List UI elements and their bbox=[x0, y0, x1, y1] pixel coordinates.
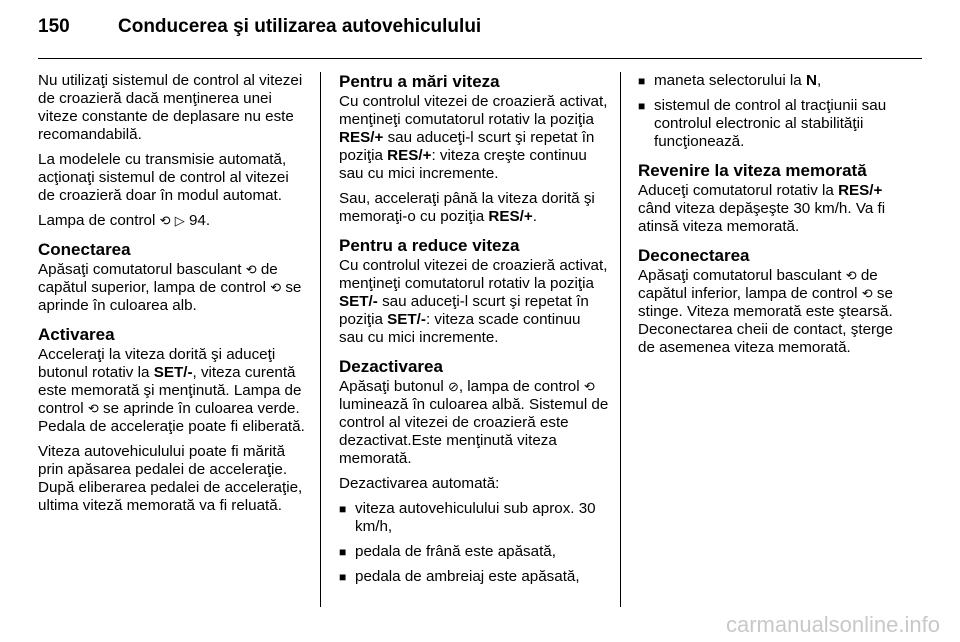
column-1 bbox=[38, 72, 308, 522]
cruise-control-icon: ⟲ bbox=[159, 213, 171, 228]
paragraph: Cu controlul vitezei de croazieră activat, menţineţi comutatorul rotativ la poziţia RES/+ sau aduceţi-l scurt şi repetat în poziţia RES/+: viteza creşte continuu sau cu mici incremente. bbox=[339, 93, 608, 182]
cruise-control-icon: ⟲ bbox=[245, 262, 257, 277]
paragraph: Viteza autovehiculului poate fi mărită prin apăsarea pedalei de acceleraţie. După eliberarea pedalei de acceleraţie, ultima viteză memorată va fi reluată. bbox=[38, 443, 303, 514]
header-rule bbox=[38, 58, 922, 59]
heading-activarea: Activarea bbox=[38, 325, 115, 344]
heading-mari-viteza: Pentru a mări viteza bbox=[339, 72, 500, 91]
heading-reduce-viteza: Pentru a reduce viteza bbox=[339, 236, 520, 255]
paragraph: Acceleraţi la viteza dorită şi aduceţi butonul rotativ la SET/-, viteza curentă este memorată şi menţinută. Lampa de control ⟲ se aprinde în culoarea verde. Pedala de acceleraţie poate fi eliberată. bbox=[38, 346, 305, 435]
column-divider bbox=[320, 72, 321, 607]
cruise-control-icon: ⟲ bbox=[270, 280, 282, 295]
list-item: ■ maneta selectorului la N, bbox=[638, 72, 908, 90]
paragraph: Nu utilizaţi sistemul de control al vitezei de croazieră dacă menţinerea unei viteze constante de deplasare nu este recomandabilă. bbox=[38, 72, 303, 143]
paragraph: Sau, acceleraţi până la viteza dorită şi memoraţi-o cu poziţia RES/+. bbox=[339, 190, 595, 225]
page-reference-icon: ▷ bbox=[174, 213, 185, 228]
paragraph: La modelele cu transmisie automată, acţionaţi sistemul de control al vitezei de croazieră doar în modul automat. bbox=[38, 151, 289, 204]
cruise-control-icon: ⟲ bbox=[861, 286, 873, 301]
page-header bbox=[38, 16, 481, 38]
column-2 bbox=[339, 72, 609, 593]
watermark: carmanualsonline.info bbox=[725, 612, 940, 637]
heading-revenire: Revenire la viteza memorată bbox=[638, 161, 867, 180]
cruise-control-icon: ⟲ bbox=[583, 379, 595, 394]
paragraph: Aduceţi comutatorul rotativ la RES/+ când viteza depăşeşte 30 km/h. Va fi atinsă viteza memorată. bbox=[638, 182, 886, 235]
list-item: ■ pedala de ambreiaj este apăsată, bbox=[339, 568, 609, 586]
paragraph: Apăsaţi comutatorul basculant ⟲ de capătul inferior, lampa de control ⟲ se stinge. Viteza memorată este ştearsă. Deconectarea cheii de contact, şterge de asemenea viteza memorată. bbox=[638, 267, 893, 356]
heading-dezactivarea: Dezactivarea bbox=[339, 357, 443, 376]
paragraph: Dezactivarea automată: bbox=[339, 475, 500, 492]
page-title: Conducerea şi utilizarea autovehiculului bbox=[118, 16, 482, 37]
list-item: ■ sistemul de control al tracţiunii sau controlul electronic al stabilităţii funcţionează. bbox=[638, 97, 908, 151]
paragraph: Apăsaţi comutatorul basculant ⟲ de capătul superior, lampa de control ⟲ se aprinde în culoarea alb. bbox=[38, 261, 302, 314]
cruise-control-icon: ⟲ bbox=[87, 401, 99, 416]
page-number: 150 bbox=[38, 16, 70, 37]
paragraph: Cu controlul vitezei de croazieră activat, menţineţi comutatorul rotativ la poziţia SET/- sau aduceţi-l scurt şi repetat în poziţia SET/-: viteza scade continuu sau cu mici incremente. bbox=[339, 257, 608, 346]
list-item: ■ pedala de frână este apăsată, bbox=[339, 543, 609, 561]
heading-conectarea: Conectarea bbox=[38, 240, 131, 259]
column-divider bbox=[620, 72, 621, 607]
list-item: ■ viteza autovehiculului sub aprox. 30 km/h, bbox=[339, 500, 609, 536]
heading-deconectarea: Deconectarea bbox=[638, 246, 750, 265]
column-3 bbox=[638, 72, 908, 364]
paragraph: Apăsaţi butonul ⊘, lampa de control ⟲ luminează în culoarea albă. Sistemul de control al vitezei de croazieră este dezactivat.Este menţinută viteza memorată. bbox=[339, 378, 609, 467]
cruise-control-icon: ⟲ bbox=[845, 268, 857, 283]
paragraph: Lampa de control ⟲ ▷ 94. bbox=[38, 212, 211, 229]
cruise-cancel-icon: ⊘ bbox=[447, 379, 459, 394]
